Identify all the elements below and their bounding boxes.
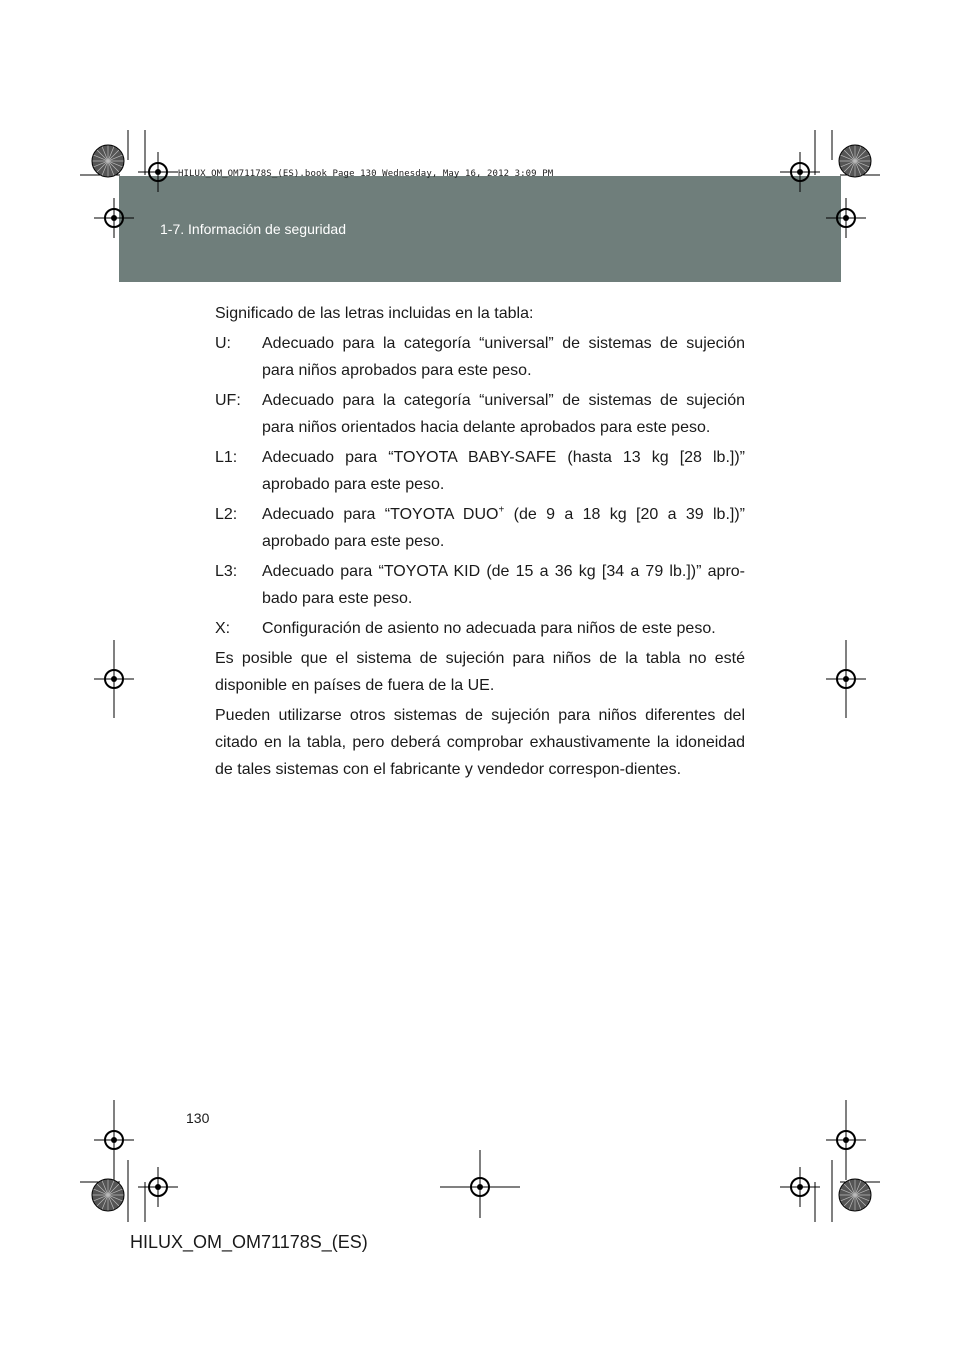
starburst-mark-icon	[837, 1177, 873, 1213]
registration-target-icon	[826, 659, 866, 699]
legend-key: L1:	[215, 449, 238, 466]
registration-target-icon	[780, 1167, 820, 1207]
registration-target-icon	[94, 1120, 134, 1160]
legend-key: L3:	[215, 563, 238, 580]
starburst-mark-icon	[90, 143, 126, 179]
registration-target-icon	[826, 198, 866, 238]
section-title: 1-7. Información de seguridad	[160, 221, 346, 237]
legend-text: Configuración de asiento no adecuada para niños de este peso.	[262, 620, 716, 637]
registration-target-icon	[138, 152, 178, 192]
legend-text: Adecuado para la categoría “universal” de sistemas de sujeción para niños aprobados para este peso.	[262, 335, 745, 379]
registration-target-icon	[826, 1120, 866, 1160]
legend-key: UF:	[215, 392, 241, 409]
registration-target-icon	[94, 198, 134, 238]
registration-target-icon	[138, 1167, 178, 1207]
document-code: HILUX_OM_OM71178S_(ES)	[130, 1232, 368, 1252]
page-number: 130	[186, 1110, 210, 1126]
legend-intro: Significado de las letras incluidas en la tabla:	[215, 305, 534, 322]
starburst-mark-icon	[837, 143, 873, 179]
registration-target-icon	[460, 1167, 500, 1207]
legend-text-after: (de 9 a 18 kg [20 a 39 lb.])” aprobado para este peso.	[262, 506, 746, 550]
legend-key: X:	[215, 620, 231, 637]
legend-key: U:	[215, 335, 231, 352]
legend-key: L2:	[215, 506, 238, 523]
legend-text-before: Adecuado para “TOYOTA DUO	[262, 506, 499, 523]
registration-target-icon	[94, 659, 134, 699]
paragraph-availability: Es posible que el sistema de sujeción para niños de la tabla no esté disponible en países de fuera de la UE.	[215, 650, 745, 694]
file-stamp: HILUX_OM_OM71178S_(ES).book Page 130 Wednesday, May 16, 2012 3:09 PM	[178, 169, 554, 179]
starburst-mark-icon	[90, 1177, 126, 1213]
registration-target-icon	[780, 152, 820, 192]
legend-text: Adecuado para “TOYOTA BABY-SAFE (hasta 13 kg [28 lb.])” aprobado para este peso.	[262, 449, 745, 493]
legend-text: Adecuado para “TOYOTA KID (de 15 a 36 kg [34 a 79 lb.])” apro-bado para este peso.	[262, 563, 745, 607]
legend-text: Adecuado para la categoría “universal” de sistemas de sujeción para niños orientados hacia delante aprobados para este peso.	[262, 392, 745, 436]
superscript-plus: +	[498, 504, 505, 516]
paragraph-other-systems: Pueden utilizarse otros sistemas de sujeción para niños diferentes del citado en la tabla, pero deberá comprobar exhaustivamente la idoneidad de tales sistemas con el fabricante y vendedor correspon-dientes.	[215, 707, 745, 778]
